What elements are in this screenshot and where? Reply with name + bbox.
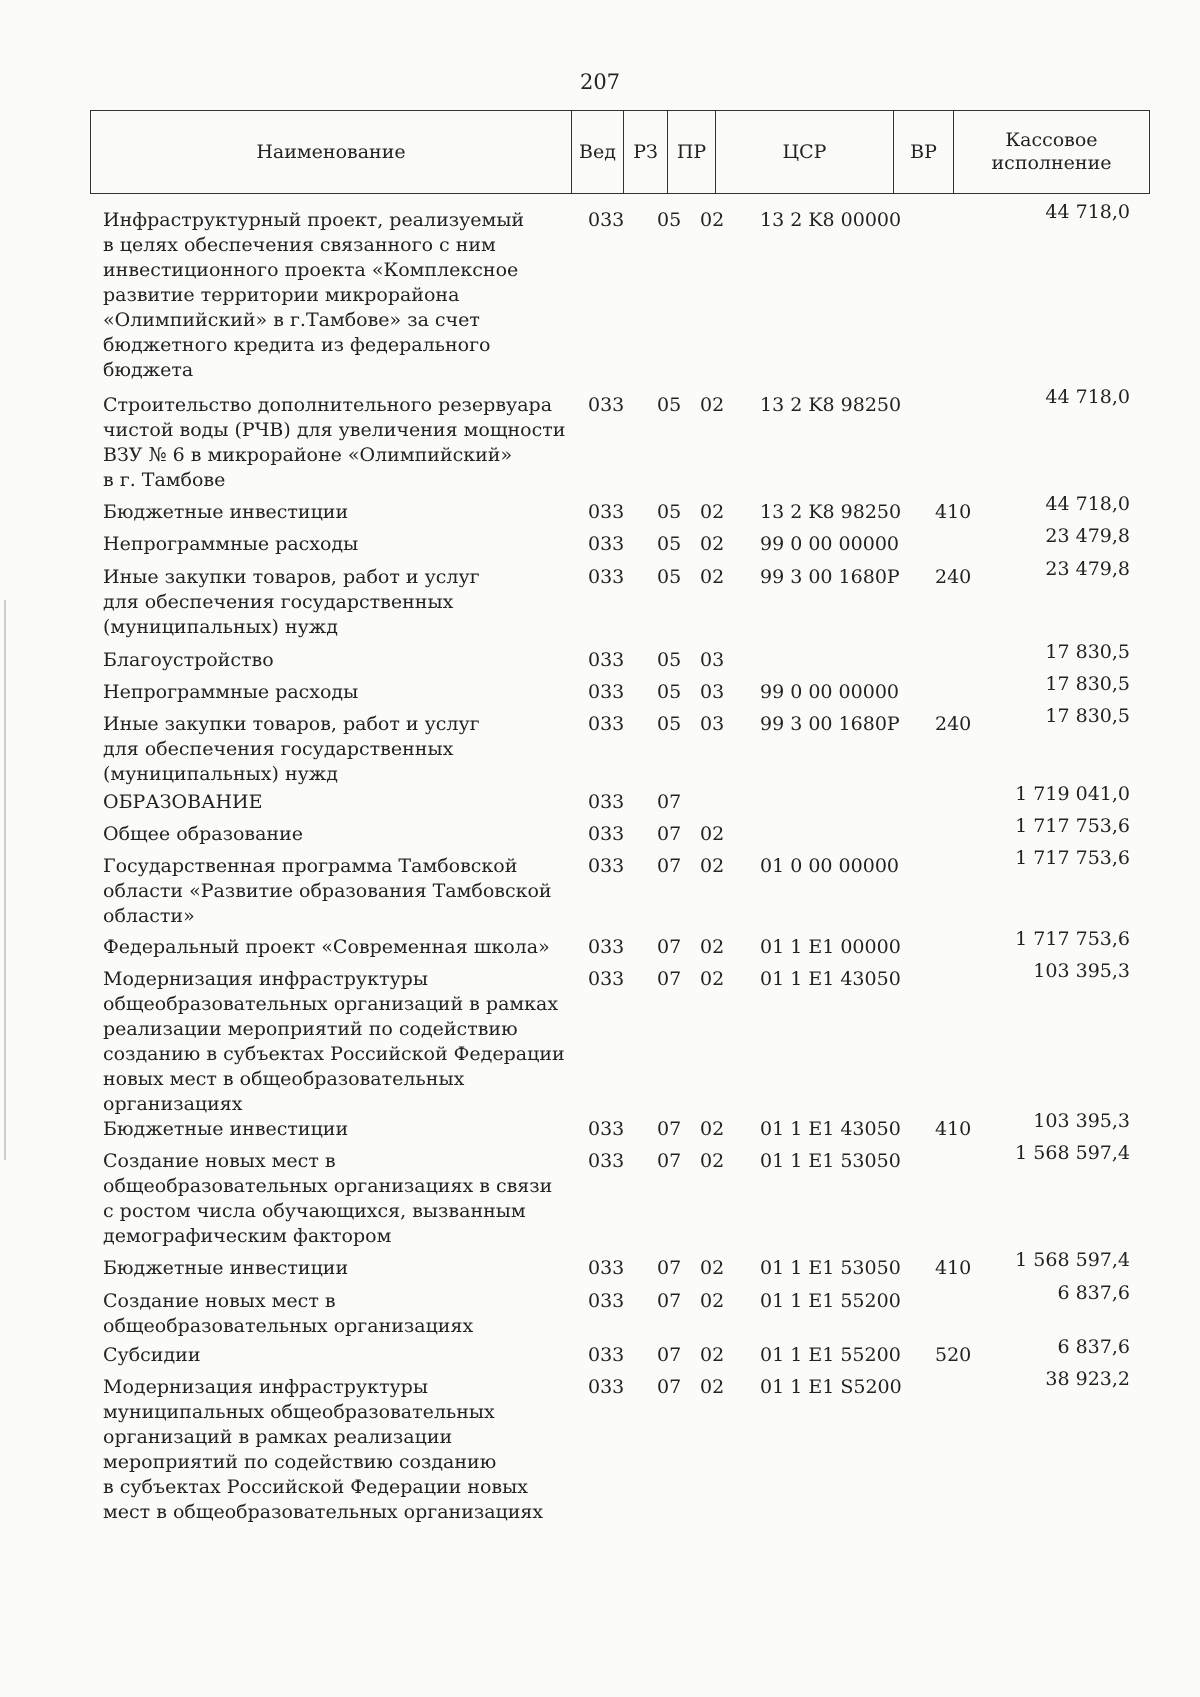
row-name-line: в субъектах Российской Федерации новых — [103, 1476, 528, 1498]
row-csr: 99 0 00 00000 — [760, 533, 900, 555]
row-name-line: бюджетного кредита из федерального — [103, 334, 491, 356]
row-vr: 240 — [935, 566, 972, 588]
row-ved: 033 — [588, 533, 625, 555]
row-amount: 23 479,8 — [1045, 525, 1130, 547]
row-name-line: (муниципальных) нужд — [103, 616, 338, 638]
row-name — [103, 712, 573, 787]
row-amount: 44 718,0 — [1045, 493, 1130, 515]
row-ved: 033 — [588, 1376, 625, 1398]
row-name-line: бюджета — [103, 359, 194, 381]
header-csr: ЦСР — [715, 111, 893, 193]
row-name — [103, 1375, 573, 1525]
row-csr: 01 1 E1 53050 — [760, 1150, 901, 1172]
row-ved: 033 — [588, 855, 625, 877]
row-name — [103, 790, 573, 815]
row-rz: 05 — [657, 209, 682, 231]
row-pr: 02 — [700, 1376, 725, 1398]
row-amount: 103 395,3 — [1033, 960, 1130, 982]
row-name-line: Непрограммные расходы — [103, 533, 359, 555]
row-ved: 033 — [588, 1150, 625, 1172]
row-ved: 033 — [588, 968, 625, 990]
row-pr: 02 — [700, 936, 725, 958]
row-name-line: Иные закупки товаров, работ и услуг — [103, 566, 480, 588]
row-name-line: реализации мероприятий по содействию — [103, 1018, 518, 1040]
row-name-line: Создание новых мест в — [103, 1290, 336, 1312]
row-name-line: области» — [103, 905, 195, 927]
row-amount: 17 830,5 — [1045, 705, 1130, 727]
row-name-line: ОБРАЗОВАНИЕ — [103, 791, 263, 813]
row-name — [103, 208, 573, 383]
row-name — [103, 1149, 573, 1249]
row-rz: 07 — [657, 1344, 682, 1366]
row-pr: 03 — [700, 681, 725, 703]
row-rz: 07 — [657, 1290, 682, 1312]
table-header — [90, 110, 1150, 194]
row-name — [103, 1343, 573, 1368]
row-amount: 44 718,0 — [1045, 201, 1130, 223]
row-rz: 05 — [657, 649, 682, 671]
row-ved: 033 — [588, 1257, 625, 1279]
header-vr: ВР — [893, 111, 953, 193]
row-csr: 01 1 E1 53050 — [760, 1257, 901, 1279]
row-name — [103, 935, 573, 960]
row-pr: 02 — [700, 1150, 725, 1172]
row-vr: 410 — [935, 1118, 972, 1140]
row-amount: 17 830,5 — [1045, 641, 1130, 663]
row-pr: 02 — [700, 968, 725, 990]
row-name-line: мест в общеобразовательных организациях — [103, 1501, 544, 1523]
row-csr: 99 3 00 1680P — [760, 566, 900, 588]
row-csr: 01 1 E1 43050 — [760, 1118, 901, 1140]
row-pr: 02 — [700, 1257, 725, 1279]
row-amount: 1 717 753,6 — [1015, 928, 1130, 950]
row-rz: 07 — [657, 1257, 682, 1279]
row-name — [103, 648, 573, 673]
row-rz: 05 — [657, 501, 682, 523]
row-ved: 033 — [588, 823, 625, 845]
page-number: 207 — [579, 70, 621, 94]
row-name — [103, 967, 573, 1117]
row-rz: 05 — [657, 566, 682, 588]
row-name-line: общеобразовательных организациях в связи — [103, 1175, 553, 1197]
row-ved: 033 — [588, 501, 625, 523]
row-ved: 033 — [588, 1290, 625, 1312]
row-rz: 05 — [657, 713, 682, 735]
row-csr: 01 1 E1 S5200 — [760, 1376, 902, 1398]
row-name-line: инвестиционного проекта «Комплексное — [103, 259, 519, 281]
header-amount-line2: исполнение — [991, 152, 1112, 174]
row-name-line: Государственная программа Тамбовской — [103, 855, 518, 877]
row-amount: 17 830,5 — [1045, 673, 1130, 695]
row-name — [103, 1289, 573, 1339]
row-name-line: ВЗУ № 6 в микрорайоне «Олимпийский» — [103, 444, 513, 466]
row-rz: 07 — [657, 1150, 682, 1172]
row-csr: 13 2 K8 98250 — [760, 501, 902, 523]
row-amount: 6 837,6 — [1057, 1336, 1130, 1358]
row-pr: 02 — [700, 1118, 725, 1140]
row-rz: 07 — [657, 791, 682, 813]
row-name-line: организаций в рамках реализации — [103, 1426, 453, 1448]
row-amount: 38 923,2 — [1045, 1368, 1130, 1390]
row-rz: 07 — [657, 1118, 682, 1140]
row-rz: 07 — [657, 855, 682, 877]
row-amount: 1 719 041,0 — [1015, 783, 1130, 805]
row-ved: 033 — [588, 713, 625, 735]
row-vr: 240 — [935, 713, 972, 735]
row-csr: 99 0 00 00000 — [760, 681, 900, 703]
row-name — [103, 854, 573, 929]
row-amount: 1 717 753,6 — [1015, 815, 1130, 837]
row-pr: 03 — [700, 649, 725, 671]
row-name — [103, 1117, 573, 1142]
row-amount: 1 568 597,4 — [1015, 1249, 1130, 1271]
row-name-line: Бюджетные инвестиции — [103, 1118, 349, 1140]
row-csr: 01 1 E1 55200 — [760, 1344, 901, 1366]
row-ved: 033 — [588, 681, 625, 703]
header-amount — [953, 111, 1149, 193]
row-name-line: Бюджетные инвестиции — [103, 1257, 349, 1279]
row-amount: 6 837,6 — [1057, 1282, 1130, 1304]
row-name-line: (муниципальных) нужд — [103, 763, 338, 785]
row-name-line: развитие территории микрорайона — [103, 284, 460, 306]
row-name-line: чистой воды (РЧВ) для увеличения мощности — [103, 419, 566, 441]
row-ved: 033 — [588, 649, 625, 671]
row-csr: 01 0 00 00000 — [760, 855, 900, 877]
row-amount: 1 568 597,4 — [1015, 1142, 1130, 1164]
row-pr: 02 — [700, 1290, 725, 1312]
row-amount: 103 395,3 — [1033, 1110, 1130, 1132]
row-ved: 033 — [588, 394, 625, 416]
row-rz: 07 — [657, 1376, 682, 1398]
row-name-line: Иные закупки товаров, работ и услуг — [103, 713, 480, 735]
row-vr: 520 — [935, 1344, 972, 1366]
row-name-line: с ростом числа обучающихся, вызванным — [103, 1200, 526, 1222]
header-rz: РЗ — [623, 111, 667, 193]
scan-edge-mark — [4, 600, 6, 1160]
row-name-line: Модернизация инфраструктуры — [103, 968, 428, 990]
row-name-line: муниципальных общеобразовательных — [103, 1401, 495, 1423]
row-rz: 07 — [657, 968, 682, 990]
row-amount: 1 717 753,6 — [1015, 847, 1130, 869]
row-pr: 02 — [700, 566, 725, 588]
row-name-line: для обеспечения государственных — [103, 738, 454, 760]
row-pr: 02 — [700, 501, 725, 523]
row-rz: 05 — [657, 681, 682, 703]
row-rz: 07 — [657, 936, 682, 958]
row-pr: 03 — [700, 713, 725, 735]
row-name-line: демографическим фактором — [103, 1225, 392, 1247]
header-name: Наименование — [256, 140, 406, 163]
row-ved: 033 — [588, 566, 625, 588]
row-vr: 410 — [935, 1257, 972, 1279]
row-vr: 410 — [935, 501, 972, 523]
row-name-line: общеобразовательных организаций в рамках — [103, 993, 559, 1015]
row-ved: 033 — [588, 791, 625, 813]
row-name-line: в г. Тамбове — [103, 469, 226, 491]
row-ved: 033 — [588, 936, 625, 958]
row-name — [103, 565, 573, 640]
row-name-line: Инфраструктурный проект, реализуемый — [103, 209, 525, 231]
row-ved: 033 — [588, 1118, 625, 1140]
row-name-line: «Олимпийский» в г.Тамбове» за счет — [103, 309, 480, 331]
row-name-line: общеобразовательных организациях — [103, 1315, 474, 1337]
row-csr: 13 2 K8 98250 — [760, 394, 902, 416]
row-pr: 02 — [700, 1344, 725, 1366]
row-name-line: Создание новых мест в — [103, 1150, 336, 1172]
row-name-line: созданию в субъектах Российской Федерации — [103, 1043, 565, 1065]
row-pr: 02 — [700, 394, 725, 416]
row-csr: 13 2 K8 00000 — [760, 209, 902, 231]
row-pr: 02 — [700, 533, 725, 555]
row-name — [103, 822, 573, 847]
row-csr: 99 3 00 1680P — [760, 713, 900, 735]
row-ved: 033 — [588, 1344, 625, 1366]
row-name-line: Непрограммные расходы — [103, 681, 359, 703]
row-name-line: области «Развитие образования Тамбовской — [103, 880, 552, 902]
row-rz: 07 — [657, 823, 682, 845]
row-name-line: Бюджетные инвестиции — [103, 501, 349, 523]
row-name-line: в целях обеспечения связанного с ним — [103, 234, 496, 256]
row-name — [103, 532, 573, 557]
row-name-line: Модернизация инфраструктуры — [103, 1376, 428, 1398]
row-pr: 02 — [700, 209, 725, 231]
row-amount: 23 479,8 — [1045, 558, 1130, 580]
row-name — [103, 680, 573, 705]
row-name — [103, 1256, 573, 1281]
row-name-line: Общее образование — [103, 823, 303, 845]
row-amount: 44 718,0 — [1045, 386, 1130, 408]
row-ved: 033 — [588, 209, 625, 231]
row-csr: 01 1 E1 00000 — [760, 936, 901, 958]
header-pr: ПР — [667, 111, 715, 193]
row-name-line: Субсидии — [103, 1344, 201, 1366]
row-csr: 01 1 E1 55200 — [760, 1290, 901, 1312]
row-name-line: мероприятий по содействию созданию — [103, 1451, 497, 1473]
row-name — [103, 393, 573, 493]
row-csr: 01 1 E1 43050 — [760, 968, 901, 990]
header-amount-line1: Кассовое — [1005, 129, 1098, 151]
row-name-line: Благоустройство — [103, 649, 274, 671]
row-name — [103, 500, 573, 525]
row-name-line: Строительство дополнительного резервуара — [103, 394, 553, 416]
row-name-line: новых мест в общеобразовательных — [103, 1068, 465, 1090]
row-name-line: Федеральный проект «Современная школа» — [103, 936, 550, 958]
row-name-line: для обеспечения государственных — [103, 591, 454, 613]
row-rz: 05 — [657, 394, 682, 416]
row-name-line: организациях — [103, 1093, 243, 1115]
row-rz: 05 — [657, 533, 682, 555]
row-pr: 02 — [700, 823, 725, 845]
row-pr: 02 — [700, 855, 725, 877]
header-ved: Вед — [571, 111, 623, 193]
